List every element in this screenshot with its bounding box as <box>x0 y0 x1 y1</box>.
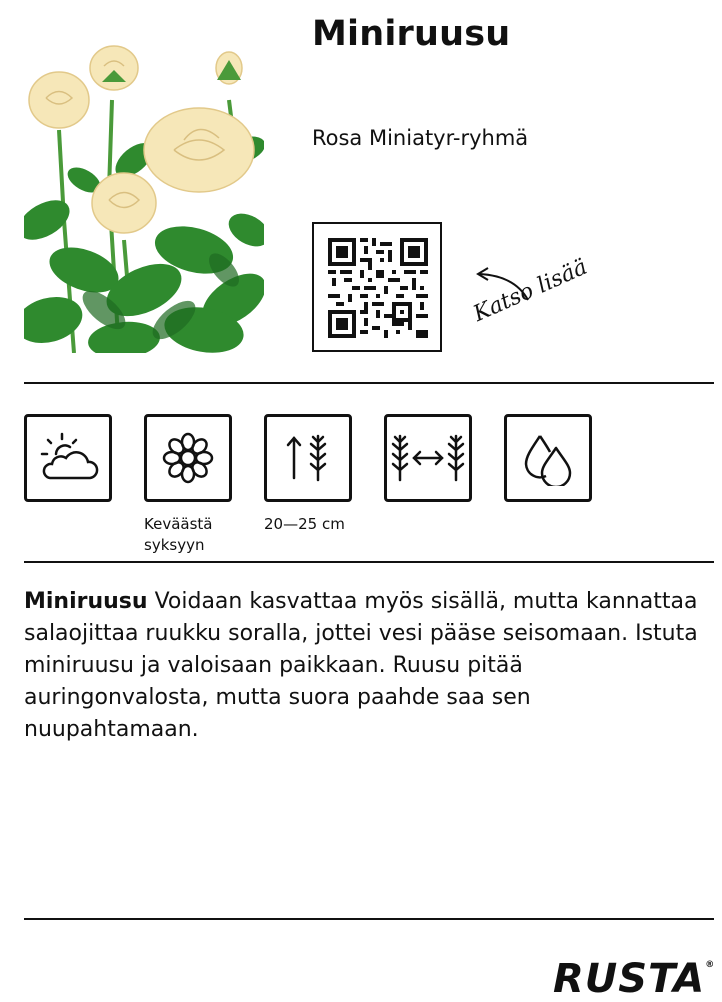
description <box>24 586 704 746</box>
plant-photo <box>24 40 264 353</box>
see-more-caption: Katso lisää <box>469 254 592 327</box>
logo-text: RUSTA <box>553 956 706 1002</box>
divider-top <box>24 382 714 384</box>
description-lead: Miniruusu <box>24 589 148 614</box>
trademark-symbol: ® <box>705 960 716 970</box>
sun-cloud-icon <box>24 414 112 502</box>
flower-icon <box>144 414 232 502</box>
spacing-icon <box>384 414 472 502</box>
qr-code[interactable] <box>312 222 442 352</box>
height-icon <box>264 414 352 502</box>
season-label: Keväästä syksyyn <box>144 515 213 554</box>
product-title: Miniruusu <box>312 14 511 54</box>
water-drops-icon <box>504 414 592 502</box>
rose-illustration <box>24 40 264 353</box>
description-body: Voidaan kasvattaa myös sisällä, mutta kannattaa salaojittaa ruukku soralla, jottei vesi pääse seisomaan. Istuta miniruusu ja valoisaan paikkaan. Ruusu pitää auringonvalosta, mutta suora paahde saa sen nuupahtamaan. <box>24 589 698 742</box>
qr-pattern <box>328 238 428 338</box>
divider-bottom <box>24 918 714 920</box>
divider-middle <box>24 561 714 563</box>
latin-name: Rosa Miniatyr-ryhmä <box>312 126 529 150</box>
rusta-logo <box>553 956 715 1002</box>
height-label: 20—25 cm <box>264 515 345 533</box>
